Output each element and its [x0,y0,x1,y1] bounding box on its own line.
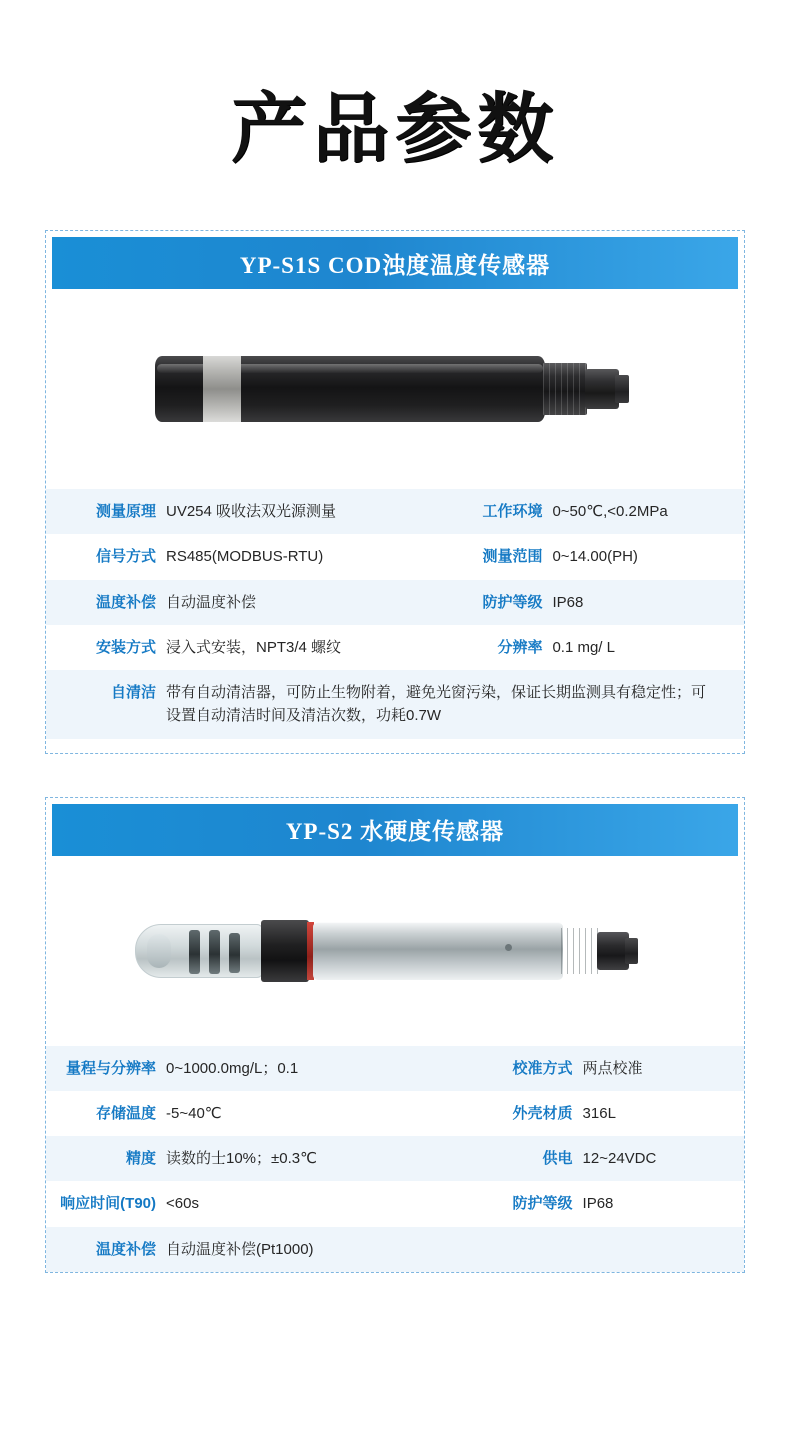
spec-label: 量程与分辨率 [46,1046,166,1091]
probe-thread [543,363,587,415]
water-hardness-sensor-photo [46,856,744,1046]
probe-electrodes [187,930,261,974]
spec-value: 0~1000.0mg/L；0.1 [166,1046,473,1091]
spec-value: 12~24VDC [583,1136,744,1181]
probe-connector-tip [625,938,638,964]
spec-label: 防护等级 [512,1195,573,1213]
table-row [46,489,744,534]
spec-value: 0~50℃,<0.2MPa [552,489,744,534]
probe-connector-tip [615,375,629,403]
spec-table-hardness-sensor [46,1046,744,1272]
probe-cap-inner [147,934,171,968]
probe-vent-hole [505,944,512,951]
spec-label: 测量范围 [482,548,543,566]
spec-label [473,1227,583,1272]
spec-value: IP68 [582,1195,614,1213]
spec-value [583,1227,744,1272]
spec-value: IP68 [552,580,744,625]
spec-card-hardness-sensor [45,797,745,1273]
spec-label: 校准方式 [473,1046,583,1091]
spec-label: 响应时间(T90) [60,1195,156,1213]
spec-card-cod-sensor [45,230,745,754]
spec-value: 浸入式安装，NPT3/4 螺纹 [166,638,342,656]
card-header-title: YP-S2 水硬度传感器 [285,819,505,844]
page-title: 产品参数 [231,88,559,172]
spec-value: 带有自动清洁器，可防止生物附着，避免光窗污染，保证长期监测具有稳定性；可设置自动清洁时间及清洁次数，功耗0.7W [166,670,744,739]
spec-value: 自动温度补偿(Pt1000) [166,1227,473,1272]
card-header-hardness-sensor [52,804,738,856]
spec-label: 供电 [473,1136,583,1181]
table-row [46,1181,744,1226]
probe-steel-body [313,922,563,980]
table-row [46,670,744,739]
table-row [46,534,744,579]
spec-label: 信号方式 [95,548,156,566]
spec-label: 精度 [46,1136,166,1181]
spec-label: 安装方式 [95,638,156,656]
card-header-cod-sensor [52,237,738,289]
spec-value: 0~14.00(PH) [552,548,638,566]
table-row [46,1046,744,1091]
spec-value: -5~40℃ [166,1104,222,1122]
card-bottom-spacer [46,739,744,753]
probe-steel-band [203,356,241,422]
probe-illustration [145,346,645,432]
cod-turbidity-temperature-sensor-photo [46,289,744,489]
spec-value: RS485(MODBUS-RTU) [166,548,324,566]
spec-value: 两点校准 [583,1046,744,1091]
spec-label: 分辨率 [497,638,543,656]
table-row [46,580,744,625]
table-row [46,1091,744,1136]
spec-value: 0.1 mg/ L [552,638,615,656]
spec-label: 自清洁 [46,670,166,739]
spec-label: 存储温度 [95,1104,156,1122]
spec-value: 自动温度补偿 [166,580,442,625]
spec-label: 外壳材质 [512,1104,573,1122]
probe-connector [585,369,619,409]
probe-black-collar [261,920,309,982]
spec-label: 工作环境 [442,489,552,534]
table-row [46,1136,744,1181]
probe-thread [561,928,601,974]
card-header-title: YP-S1S COD浊度温度传感器 [239,252,551,278]
spec-table-cod-sensor [46,489,744,739]
spec-value: 读数的士10%；±0.3℃ [166,1136,473,1181]
table-row [46,1227,744,1272]
spec-label: 防护等级 [442,580,552,625]
spec-value: UV254 吸收法双光源测量 [166,489,442,534]
spec-label: 温度补偿 [46,1227,166,1272]
probe-illustration [135,906,655,996]
table-row [46,625,744,670]
spec-value: 316L [582,1104,616,1122]
spec-value: <60s [166,1195,199,1213]
spec-label: 温度补偿 [46,580,166,625]
spec-label: 测量原理 [46,489,166,534]
